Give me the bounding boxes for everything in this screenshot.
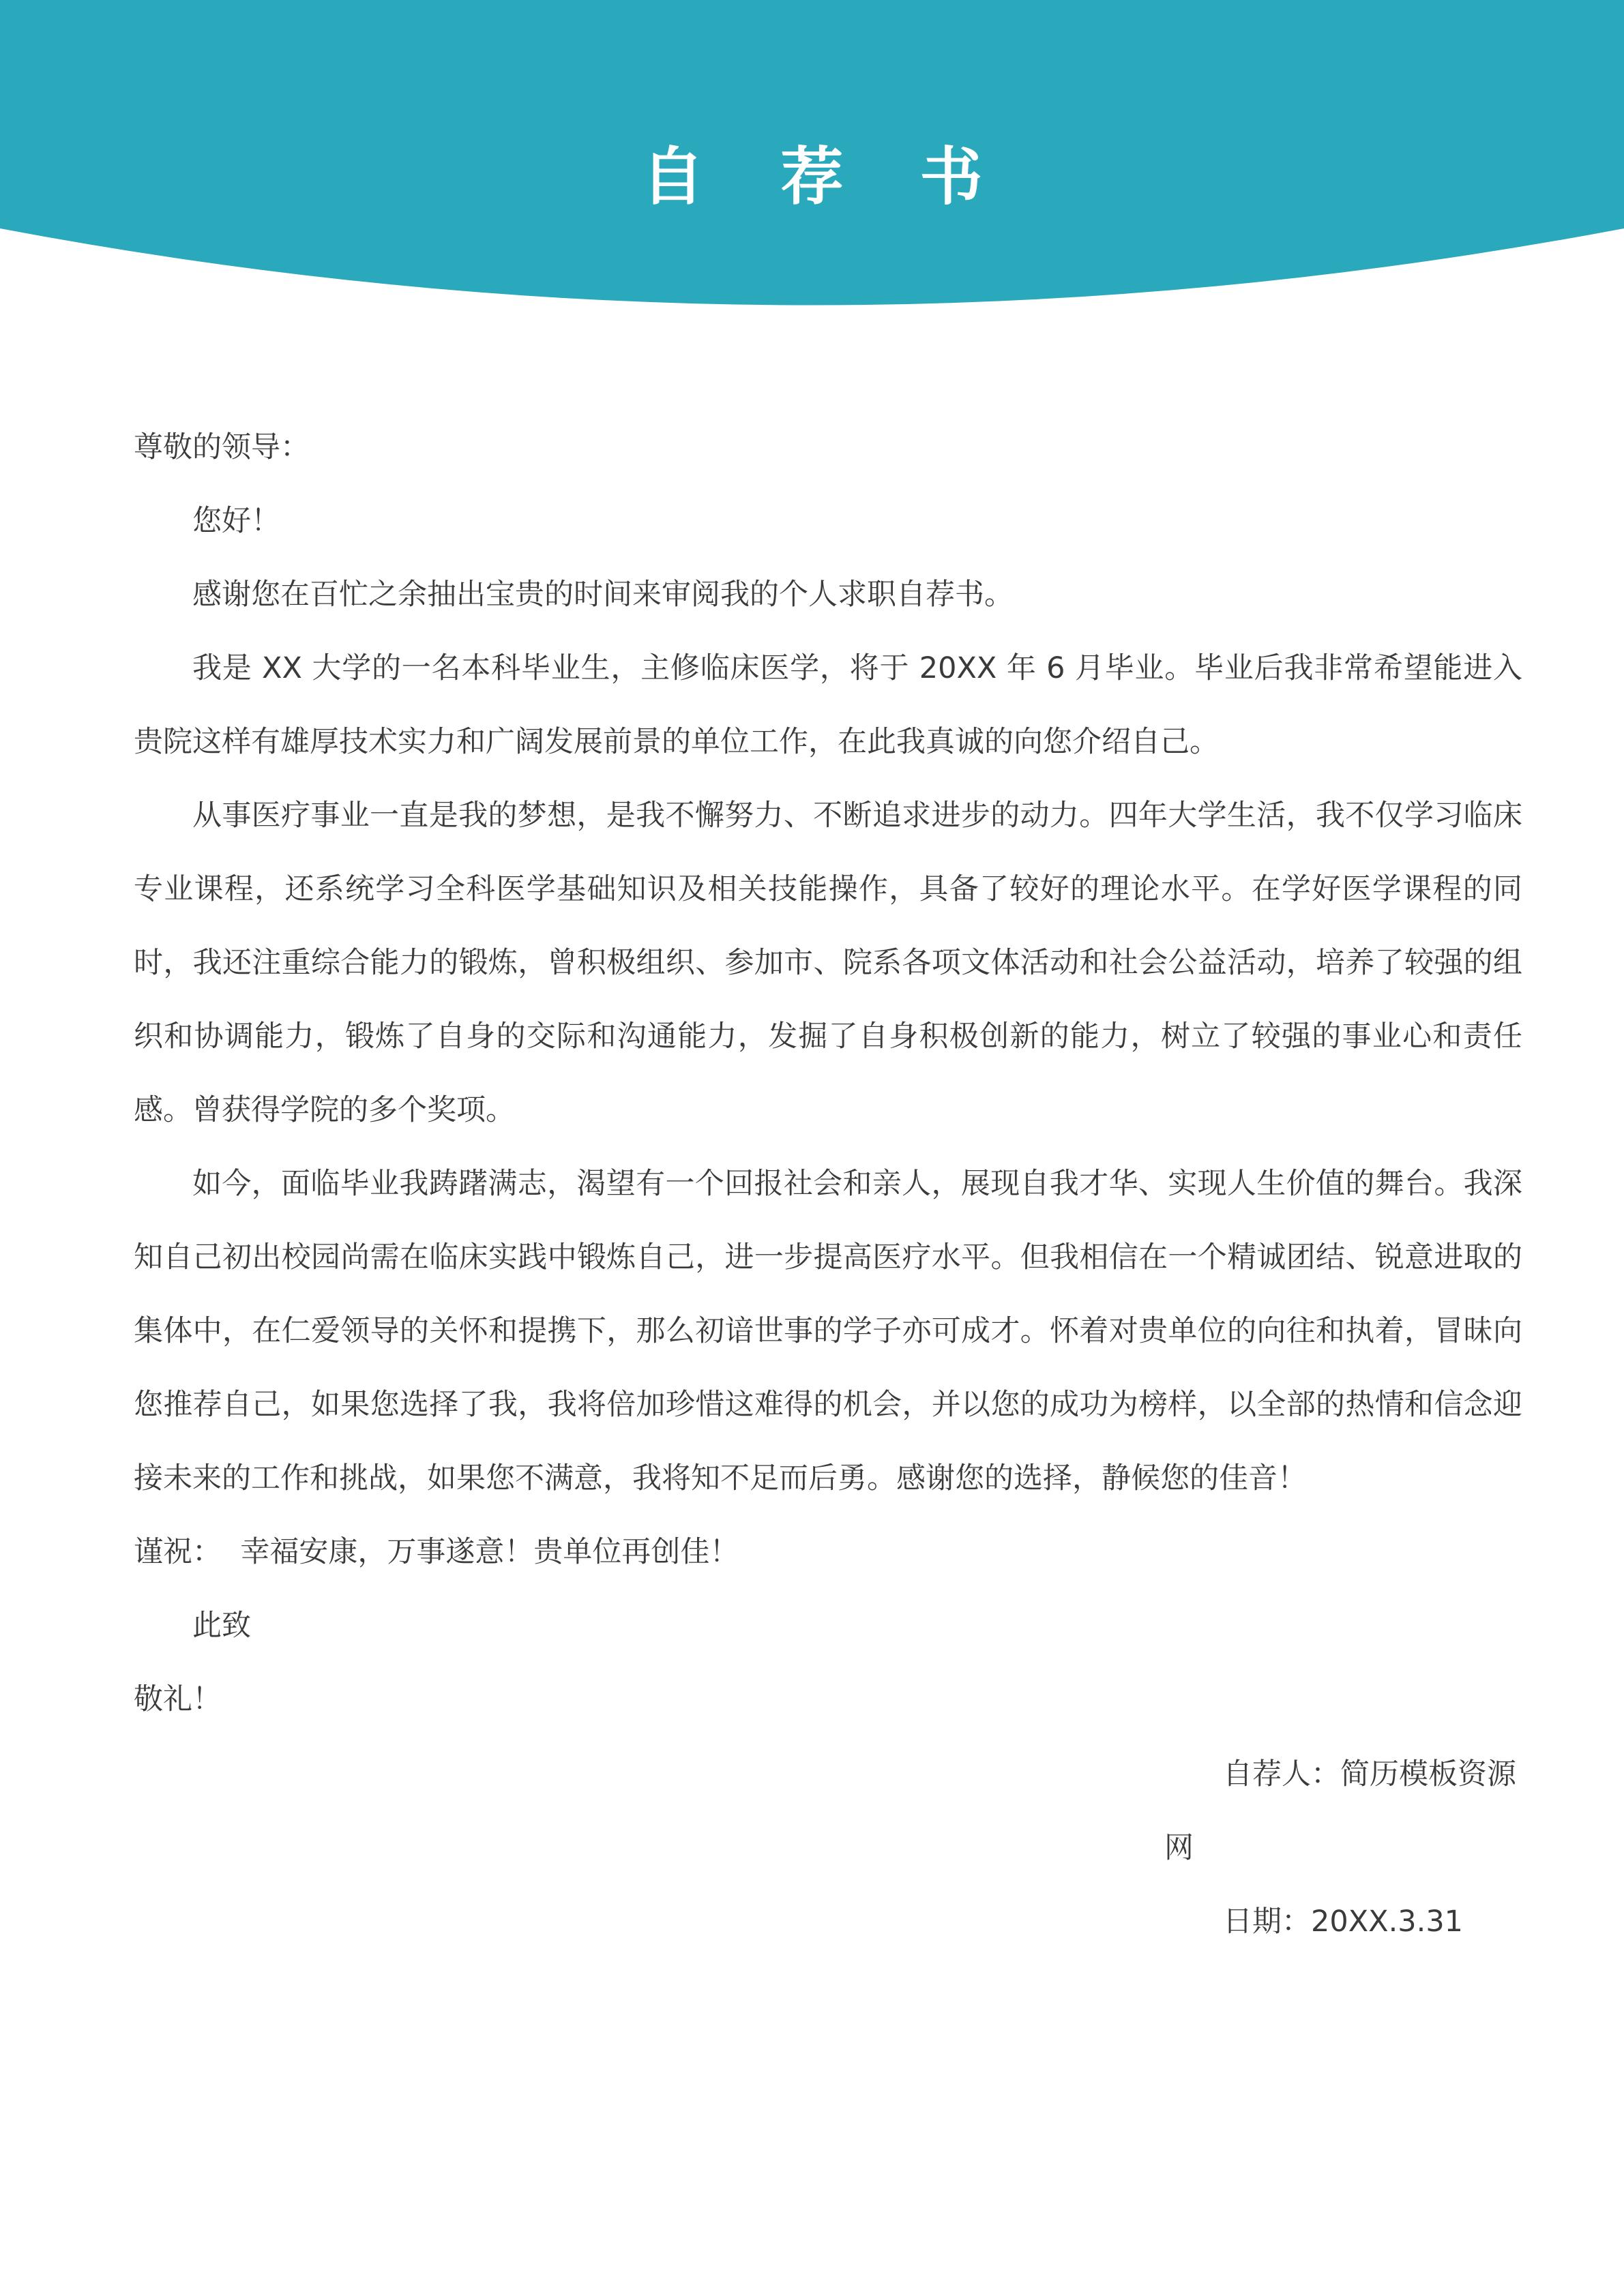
- paragraph-introduction: 我是 XX 大学的一名本科毕业生，主修临床医学，将于 20XX 年 6 月毕业。毕业后我非常希望能进入贵院这样有雄厚技术实力和广阔发展前景的单位工作，在此我真诚的向您介绍自己。: [134, 651, 1522, 759]
- wish-line: 谨祝： 幸福安康，万事遂意！贵单位再创佳！: [134, 1535, 739, 1569]
- signature-date: 日期：20XX.3.31: [1223, 1905, 1464, 1939]
- signature-author: 自荐人：简历模板资源: [1223, 1757, 1516, 1791]
- signature-author-wrap: 网: [1164, 1831, 1194, 1865]
- closing-jingli: 敬礼！: [134, 1682, 222, 1716]
- salutation: 尊敬的领导：: [134, 430, 310, 464]
- closing-cizhi: 此致: [192, 1609, 251, 1643]
- paragraph-aspiration: 如今，面临毕业我踌躇满志，渴望有一个回报社会和亲人，展现自我才华、实现人生价值的舞台。我深知自己初出校园尚需在临床实践中锻炼自己，进一步提高医疗水平。但我相信在一个精诚团结、锐意进取的集体中，在仁爱领导的关怀和提携下，那么初谙世事的学子亦可成才。怀着对贵单位的向往和执着，冒昧向您推荐自己，如果您选择了我，我将倍加珍惜这难得的机会，并以您的成功为榜样，以全部的热情和信念迎接未来的工作和挑战，如果您不满意，我将知不足而后勇。感谢您的选择，静候您的佳音！: [134, 1167, 1522, 1495]
- letter-body: [134, 411, 1522, 1736]
- paragraph-experience: 从事医疗事业一直是我的梦想，是我不懈努力、不断追求进步的动力。四年大学生活，我不仅学习临床专业课程，还系统学习全科医学基础知识及相关技能操作，具备了较好的理论水平。在学好医学课程的同时，我还注重综合能力的锻炼，曾积极组织、参加市、院系各项文体活动和社会公益活动，培养了较强的组织和协调能力，锻炼了自身的交际和沟通能力，发掘了自身积极创新的能力，树立了较强的事业心和责任感。曾获得学院的多个奖项。: [134, 799, 1522, 1127]
- greeting: 您好！: [192, 504, 280, 538]
- page-title: 自 荐 书: [641, 140, 1010, 213]
- paragraph-thanks: 感谢您在百忙之余抽出宝贵的时间来审阅我的个人求职自荐书。: [192, 578, 1014, 612]
